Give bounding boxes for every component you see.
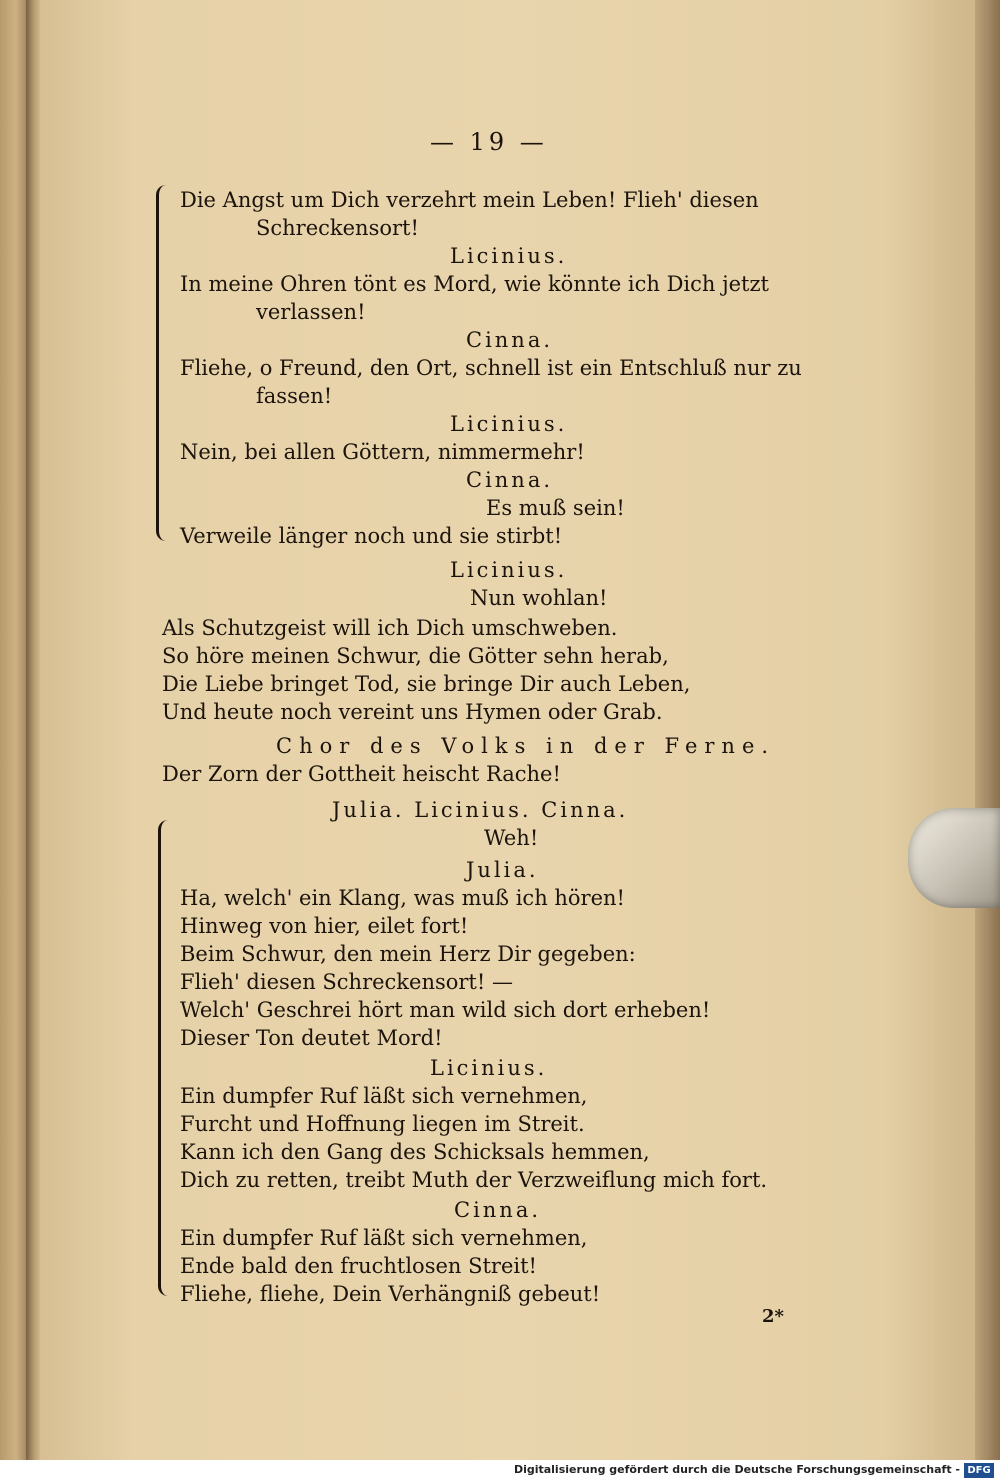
text-line: Dich zu retten, treibt Muth der Verzweiflung mich fort. [180,1168,768,1192]
text-line: Furcht und Hoffnung liegen im Streit. [180,1112,585,1136]
text-line: Und heute noch vereint uns Hymen oder Grab. [162,700,663,724]
chorus-heading: Chor des Volks in der Ferne. [276,734,776,758]
brace-bracket-top [156,185,173,541]
speaker-heading: Licinius. [450,558,568,582]
speaker-heading: Julia. Licinius. Cinna. [332,798,629,822]
text-line: fassen! [256,384,333,408]
text-line: Dieser Ton deutet Mord! [180,1026,443,1050]
text-line: Die Liebe bringet Tod, sie bringe Dir auch Leben, [162,672,691,696]
text-line: Die Angst um Dich verzehrt mein Leben! Flieh' diesen [180,188,759,212]
text-line: Flieh' diesen Schreckensort! — [180,970,513,994]
text-line: Welch' Geschrei hört man wild sich dort erheben! [180,998,711,1022]
text-line: Ein dumpfer Ruf läßt sich vernehmen, [180,1226,588,1250]
text-line: Fliehe, fliehe, Dein Verhängniß gebeut! [180,1282,601,1306]
dfg-logo: DFG [964,1463,994,1478]
speaker-heading: Cinna. [454,1198,542,1222]
speaker-heading: Licinius. [430,1056,548,1080]
footer-credit: Digitalisierung gefördert durch die Deutsche Forschungsgemeinschaft - [513,1463,960,1476]
page-number: — 19 — [430,128,548,156]
signature-mark: 2* [762,1306,784,1327]
text-line: Ein dumpfer Ruf läßt sich vernehmen, [180,1084,588,1108]
footer-bar [0,1460,1000,1482]
text-line: Weh! [484,826,539,850]
speaker-heading: Licinius. [450,244,568,268]
text-line: Verweile länger noch und sie stirbt! [180,524,563,548]
text-line: Schreckensort! [256,216,419,240]
text-line: Ende bald den fruchtlosen Streit! [180,1254,537,1278]
text-line: So höre meinen Schwur, die Götter sehn herab, [162,644,669,668]
text-line: verlassen! [256,300,366,324]
speaker-heading: Cinna. [466,328,554,352]
text-line: Der Zorn der Gottheit heischt Rache! [162,762,561,786]
text-line: Beim Schwur, den mein Herz Dir gegeben: [180,942,636,966]
right-page-edge [975,0,1000,1460]
speaker-heading: Julia. [466,858,539,882]
speaker-heading: Cinna. [466,468,554,492]
text-line: Ha, welch' ein Klang, was muß ich hören! [180,886,625,910]
text-line: Nein, bei allen Göttern, nimmermehr! [180,440,585,464]
book-clip [908,808,1000,908]
text-line: Fliehe, o Freund, den Ort, schnell ist ein Entschluß nur zu [180,356,802,380]
text-line: Es muß sein! [486,496,625,520]
text-line: Als Schutzgeist will ich Dich umschweben. [162,616,618,640]
text-line: In meine Ohren tönt es Mord, wie könnte ich Dich jetzt [180,272,769,296]
text-line: Kann ich den Gang des Schicksals hemmen, [180,1140,650,1164]
text-line: Nun wohlan! [470,586,608,610]
brace-bracket-bottom [158,820,175,1296]
speaker-heading: Licinius. [450,412,568,436]
text-line: Hinweg von hier, eilet fort! [180,914,469,938]
